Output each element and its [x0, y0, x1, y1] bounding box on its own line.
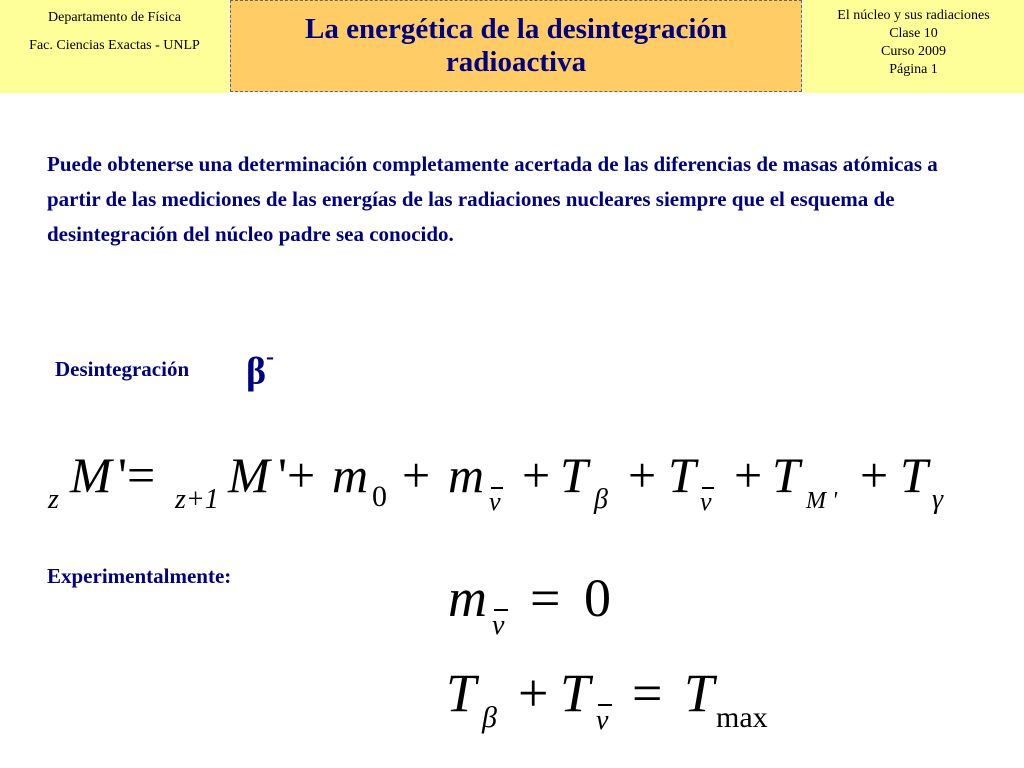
eq-presub-z1: z+1 [175, 484, 219, 515]
eq2-m: m [448, 568, 487, 628]
decay-label: Desintegración [55, 357, 190, 381]
experimental-label: Experimentalmente: [47, 564, 232, 588]
beta-letter: β [246, 350, 267, 393]
header-right-box [803, 0, 1024, 93]
eq-sub-beta: β [594, 484, 608, 515]
eq-M-parent: M [70, 447, 112, 503]
eq-plus-1: + [402, 447, 431, 503]
title-line-1: La energética de la desintegración [304, 13, 728, 45]
eq-m0: m [332, 447, 369, 503]
energy-sum-equation [0, 655, 1024, 745]
eq2-sub-nu: ν [492, 610, 505, 641]
eq-T-gamma: T [900, 447, 928, 503]
page-number: Página 1 [889, 62, 938, 77]
eq-plus-3: + [628, 447, 657, 503]
eq-plus-2: + [522, 447, 551, 503]
eq3-plus: + [518, 663, 549, 723]
faculty-label: Fac. Ciencias Exactas - UNLP [29, 38, 200, 53]
eq3-equals: = [632, 663, 663, 723]
beta-minus-symbol [246, 343, 274, 392]
class-number: Clase 10 [889, 26, 938, 41]
eq-plus-5: + [860, 447, 889, 503]
eq-prime-equals: '= [118, 447, 156, 503]
eq3-sub-nu: ν [596, 705, 609, 736]
eq3-T-beta: T [446, 663, 477, 723]
eq-presub-z: z [48, 484, 59, 515]
eq3-sub-max: max [716, 701, 768, 734]
eq2-equals: = [530, 568, 561, 628]
intro-paragraph: Puede obtenerse una determinación completamente acertada de las diferencias de masas atómicas a partir de las mediciones de las energías de las radiaciones nucleares siempre que el esquema de desintegración del núcleo padre sea conocido. [47, 152, 938, 246]
eq-sub-Mprime: M ' [806, 488, 838, 514]
eq-T-beta: T [560, 447, 588, 503]
course-topic: El núcleo y sus radiaciones [837, 8, 990, 23]
eq-sub-0: 0 [372, 480, 387, 513]
eq-sub-gamma: γ [932, 484, 944, 515]
eq-plus-4: + [734, 447, 763, 503]
header-left-box [0, 0, 229, 93]
eq3-sub-beta: β [482, 701, 497, 734]
eq3-T-nu: T [560, 663, 591, 723]
energy-balance-equation [0, 430, 1024, 530]
eq-sub-nu-2: ν [700, 487, 712, 516]
slide-title [230, 0, 802, 92]
eq-prime-plus: '+ [278, 447, 316, 503]
eq3-T-max: T [684, 663, 715, 723]
eq-m-nu: m [448, 447, 485, 503]
beta-sign: - [266, 344, 275, 370]
course-year: Curso 2009 [881, 44, 946, 59]
eq-M-daughter: M [228, 447, 270, 503]
title-line-2: radioactiva [445, 46, 587, 78]
eq2-zero: 0 [584, 568, 611, 628]
eq-T-Mprime: T [772, 447, 800, 503]
neutrino-mass-equation [0, 560, 1024, 640]
eq-T-nu: T [668, 447, 696, 503]
department-label: Departamento de Física [48, 10, 181, 25]
eq-sub-nu-1: ν [489, 487, 501, 516]
